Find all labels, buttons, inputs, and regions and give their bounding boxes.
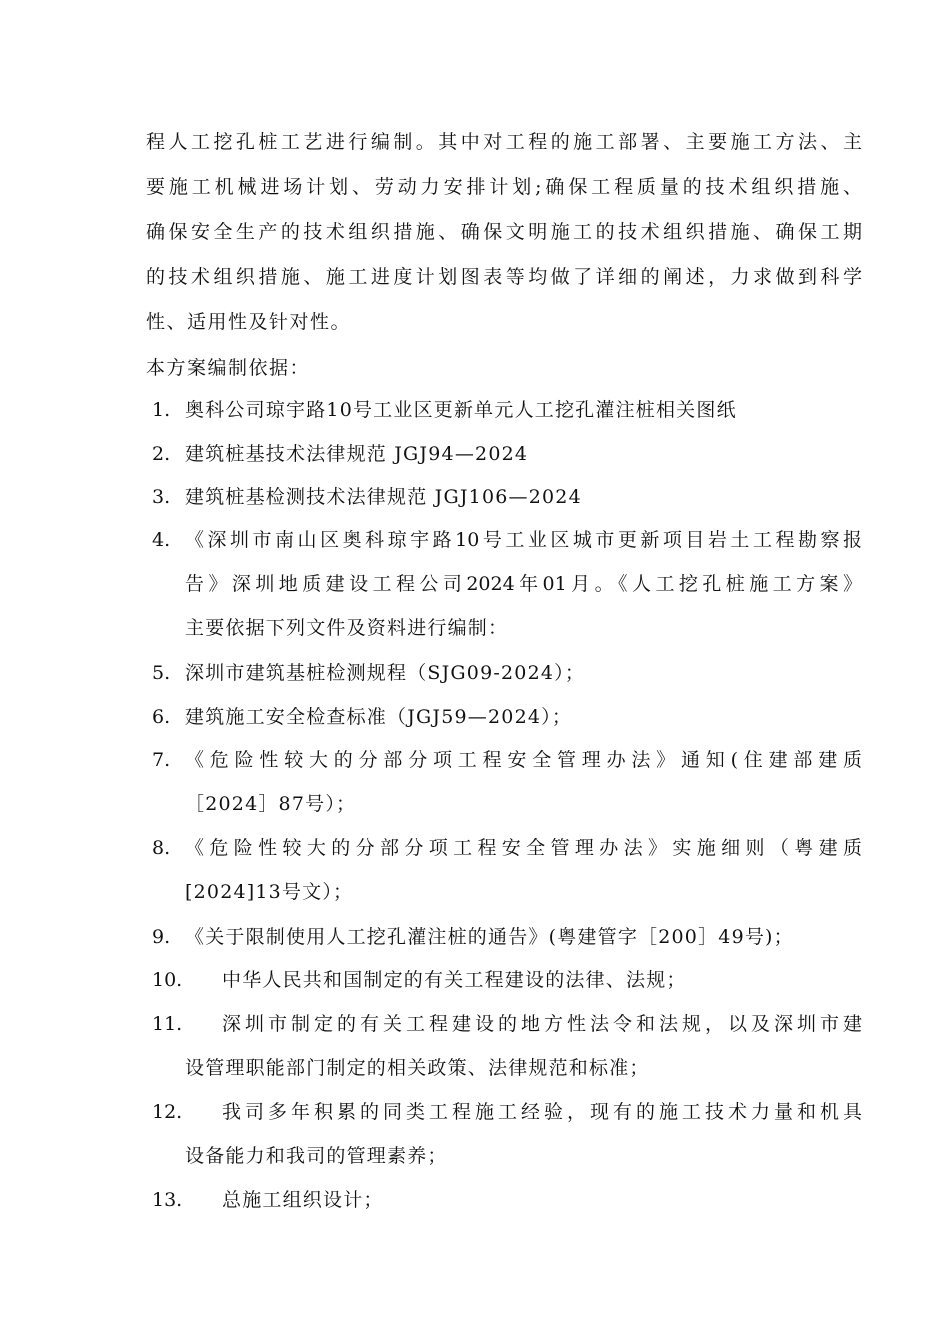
list-item-text: 建筑施工安全检查标准（JGJ59—2024）； bbox=[185, 706, 573, 728]
list-item-text: 建筑桩基检测技术法律规范 JGJ106—2024 bbox=[185, 486, 582, 508]
list-item-text: 奥科公司琼宇路10号工业区更新单元人工挖孔灌注桩相关图纸 bbox=[185, 399, 737, 421]
list-item-number: 7. bbox=[152, 749, 171, 771]
list-item-text: 主要依据下列文件及资料进行编制： bbox=[185, 617, 509, 639]
list-item-text: 设管理职能部门制定的相关政策、法律规范和标准； bbox=[185, 1057, 650, 1079]
list-item-text: 设备能力和我司的管理素养； bbox=[185, 1145, 448, 1167]
list-item-number: 12. bbox=[152, 1101, 183, 1123]
intro-line-4: 的技术组织措施、施工进度计划图表等均做了详细的阐述，力求做到科学 bbox=[146, 266, 862, 288]
list-item-number: 2. bbox=[152, 443, 171, 465]
list-item-text: 深圳市建筑基桩检测规程（SJG09-2024）； bbox=[185, 662, 586, 684]
intro-line-2: 要施工机械进场计划、劳动力安排计划;确保工程质量的技术组织措施、 bbox=[146, 176, 862, 198]
list-item-number: 3. bbox=[152, 486, 171, 508]
list-item-number: 9. bbox=[152, 926, 171, 948]
list-item-text: ［2024］87号）； bbox=[185, 793, 357, 815]
list-item-number: 8. bbox=[152, 837, 171, 859]
list-item-number: 5. bbox=[152, 662, 171, 684]
intro-line-5: 性、适用性及针对性。 bbox=[146, 311, 352, 333]
list-item-number: 10. bbox=[152, 969, 183, 991]
list-item-number: 11. bbox=[152, 1013, 183, 1035]
intro-line-1: 程人工挖孔桩工艺进行编制。其中对工程的施工部署、主要施工方法、主 bbox=[146, 131, 862, 153]
list-item-text: 总施工组织设计； bbox=[222, 1189, 384, 1211]
list-item-number: 6. bbox=[152, 706, 171, 728]
list-item-text: 中华人民共和国制定的有关工程建设的法律、法规； bbox=[222, 969, 687, 991]
list-item-text: 《关于限制使用人工挖孔灌注桩的通告》(粤建管字［200］49号)； bbox=[185, 926, 794, 948]
list-item-text: 深圳市制定的有关工程建设的地方性法令和法规，以及深圳市建 bbox=[222, 1013, 862, 1035]
list-item-text: 《危险性较大的分部分项工程安全管理办法》实施细则（粤建质 bbox=[185, 837, 862, 859]
basis-heading: 本方案编制依据： bbox=[146, 357, 311, 379]
list-item-text: 我司多年积累的同类工程施工经验，现有的施工技术力量和机具 bbox=[222, 1101, 862, 1123]
list-item-text: 《深圳市南山区奥科琼宇路10号工业区城市更新项目岩土工程勘察报 bbox=[185, 529, 862, 551]
intro-line-3: 确保安全生产的技术组织措施、确保文明施工的技术组织措施、确保工期 bbox=[146, 221, 862, 243]
list-item-text: [2024]13号文）； bbox=[185, 881, 354, 903]
list-item-text: 建筑桩基技术法律规范 JGJ94—2024 bbox=[185, 443, 529, 465]
list-item-number: 1. bbox=[152, 399, 171, 421]
list-item-number: 4. bbox=[152, 529, 171, 551]
list-item-number: 13. bbox=[152, 1189, 183, 1211]
list-item-text: 《危险性较大的分部分项工程安全管理办法》通知(住建部建质 bbox=[185, 749, 862, 771]
list-item-text: 告》深圳地质建设工程公司2024年01月。《人工挖孔桩施工方案》 bbox=[185, 573, 862, 595]
